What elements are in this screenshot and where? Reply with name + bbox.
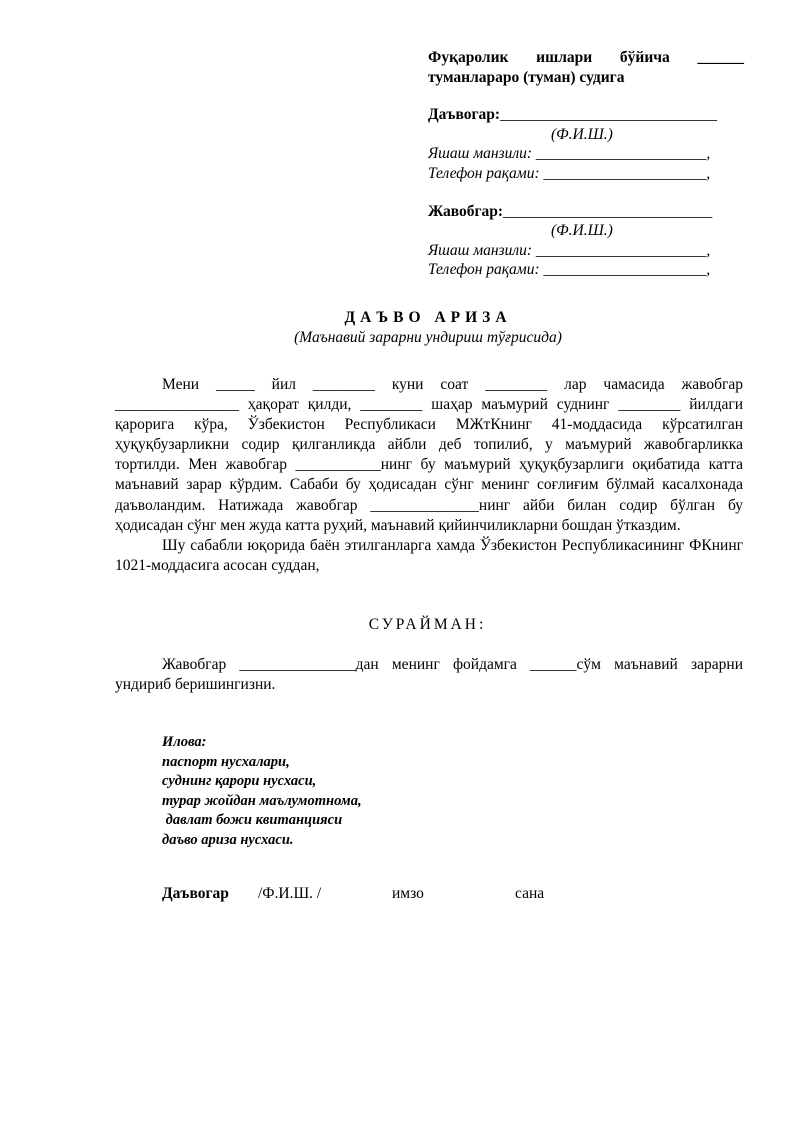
court-name-line2: туманлараро (туман) судига xyxy=(428,68,625,86)
attachments-list xyxy=(162,733,362,850)
defendant-fio-caption: (Ф.И.Ш.) xyxy=(551,222,613,240)
plaintiff-label: Даъвогар: xyxy=(428,106,501,124)
defendant-address: Яшаш манзили: ______________________, xyxy=(428,241,711,259)
signature-fio: /Ф.И.Ш. / xyxy=(258,885,322,902)
signature-imzo: имзо xyxy=(392,885,424,902)
body-paragraph-1: Мени _____ йил ________ куни соат ________ лар чамасида жавобгар ________________ ҳақорат қилди, ________ шаҳар маъмурий суднинг ________ йилдаги қарорига кўра, Ўзбекистон Республикаси МЖтКнинг 41-моддасида кўрсатилган ҳуқуқбузарликни содир қилганликда айбли деб топилиб, у маъмурий жавобгарликка тортилди. Мен жавобгар ___________нинг бу маъмурий ҳуқуқбузарлиги оқибатида катта маънавий зарар кўрдим. Сабаби бу ҳодисадан сўнг менинг соғлиғим бўлмай касалхонада даъволандим. Натижада жавобгар ______________нинг айби билан содир бўлган бу ҳодисадан сўнг мен жуда катта руҳий, маънавий қийинчиликларни бошдан ўтказдим. xyxy=(115,376,743,534)
signature-plaintiff-label: Даъвогар xyxy=(162,885,229,902)
document-subtitle: (Маънавий зарарни ундириш тўғрисида) xyxy=(294,329,562,346)
attachment-item: давлат божи квитанцияси xyxy=(162,812,343,828)
attachments-heading: Илова: xyxy=(162,734,207,750)
plaintiff-field xyxy=(428,105,744,125)
defendant-phone: Телефон рақами: _____________________, xyxy=(428,261,711,279)
request-body xyxy=(115,655,743,695)
court-name-line1: Фуқаролик ишлари бўйича ______ xyxy=(428,49,744,66)
attachment-item: даъво ариза нусхаси. xyxy=(162,831,294,848)
document-title: ДАЪВО АРИЗА xyxy=(344,309,512,326)
body-paragraph-2: Шу сабабли юқорида баён этилганларга хамда Ўзбекистон Республикасининг ФКнинг 1021-моддасига асосан суддан, xyxy=(115,536,743,574)
addressee-block xyxy=(428,48,744,280)
attachment-item: паспорт нусхалари, xyxy=(162,753,290,770)
defendant-label: Жавобгар: xyxy=(428,202,504,220)
attachment-item: суднинг қарори нусхаси, xyxy=(162,773,317,789)
plaintiff-fio-caption: (Ф.И.Ш.) xyxy=(551,125,613,143)
plaintiff-address: Яшаш манзили: ______________________, xyxy=(428,145,711,163)
defendant-field xyxy=(428,202,744,222)
plaintiff-name-line: ____________________________ xyxy=(500,106,718,124)
defendant-name-line: ___________________________ xyxy=(503,202,713,220)
attachment-item: турар жойдан маълумотнома, xyxy=(162,792,362,809)
signature-sana: сана xyxy=(515,885,545,902)
claim-body xyxy=(115,375,743,576)
request-paragraph: Жавобгар _______________дан менинг фойдамга ______сўм маънавий зарарни ундириб беришингизни. xyxy=(115,656,743,694)
request-heading: СУРАЙМАН: xyxy=(368,616,487,633)
plaintiff-phone: Телефон рақами: _____________________, xyxy=(428,164,711,182)
